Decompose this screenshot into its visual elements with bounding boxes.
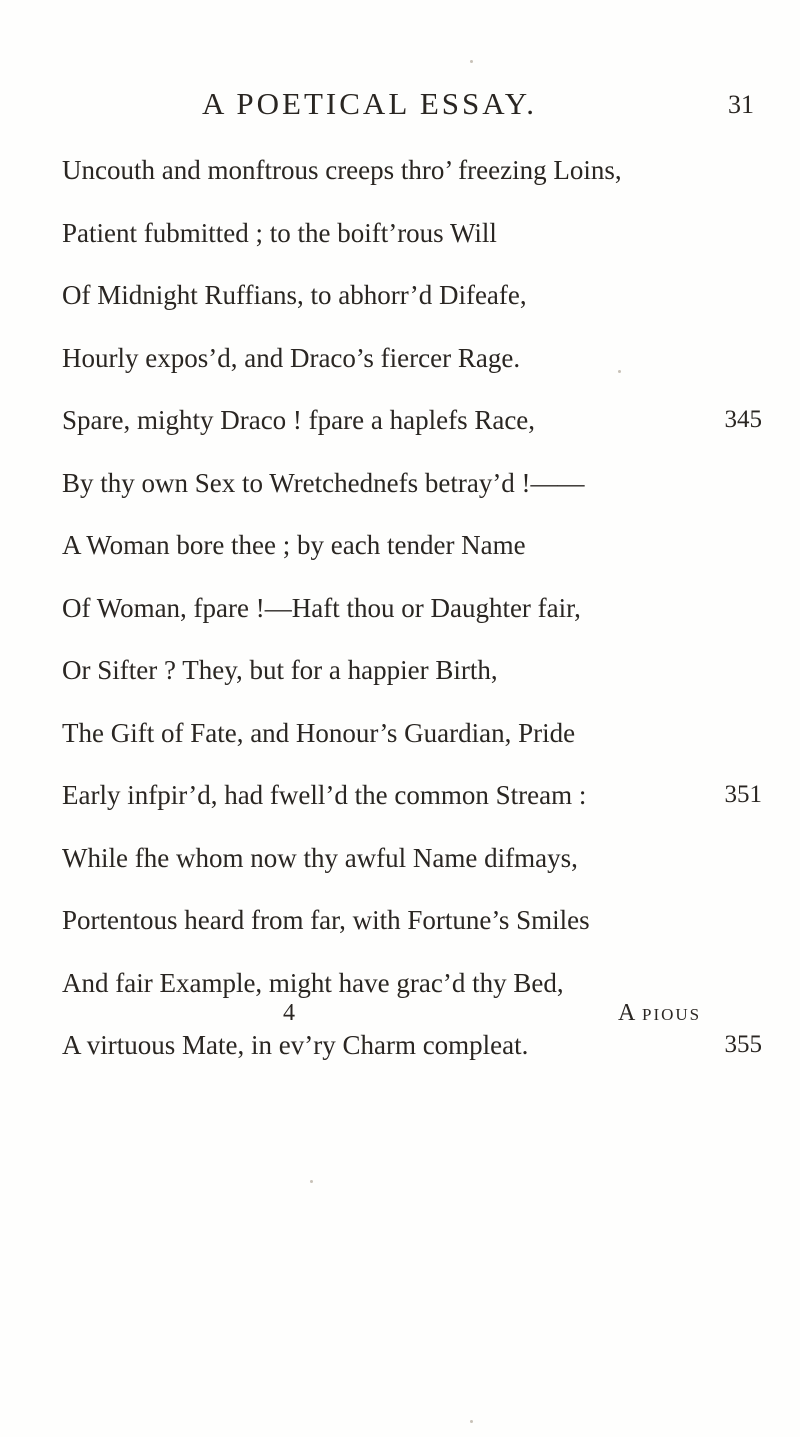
verse-line [62, 702, 762, 765]
paper-speck [470, 60, 473, 63]
catchword [618, 1000, 701, 1027]
verse-line [62, 389, 762, 452]
verse-line-text: Uncouth and monftrous creeps thro’ freezing Loins, [62, 155, 622, 185]
paper-speck [618, 370, 621, 373]
running-head: A POETICAL ESSAY. [202, 86, 537, 121]
verse-line-text: The Gift of Fate, and Honour’s Guardian, Pride [62, 717, 576, 748]
signature-mark: 4 [283, 1000, 295, 1026]
verse-line-text: Early infpir’d, had fwell’d the common Stream : [62, 780, 587, 810]
verse-line [62, 764, 762, 827]
verse-line [62, 264, 762, 327]
verse-line [62, 202, 762, 265]
verse-line-text: While fhe whom now thy awful Name difmays, [62, 842, 578, 873]
verse-line-number: 345 [724, 406, 762, 433]
verse-line [62, 452, 762, 515]
verse-line [62, 889, 762, 952]
verse-line-text: Of Midnight Ruffians, to abhorr’d Difeafe, [62, 280, 527, 310]
verse-line-text: Hourly expos’d, and Draco’s fiercer Rage. [62, 342, 521, 373]
verse-line [62, 827, 762, 890]
verse-line [62, 327, 762, 390]
verse-line-text: Or Sifter ? They, but for a happier Birth, [62, 655, 498, 685]
verse-line-text: And fair Example, might have grac’d thy Bed, [62, 967, 564, 998]
verse-line-text: Patient fubmitted ; to the boift’rous Will [62, 217, 497, 248]
verse-line [62, 514, 762, 577]
paper-speck [470, 1420, 473, 1423]
catchword-initial: A [618, 1000, 636, 1026]
verse-line-text: Portentous heard from far, with Fortune’s Smiles [62, 905, 590, 935]
verse-line-number: 351 [724, 781, 762, 808]
verse-line-text: A Woman bore thee ; by each tender Name [62, 530, 526, 560]
verse-line-text: By thy own Sex to Wretchednefs betray’d !—— [62, 467, 585, 498]
verse-line-number: 355 [724, 1031, 762, 1058]
verse-line [62, 577, 762, 640]
verse-line [62, 639, 762, 702]
paper-speck [310, 1180, 313, 1183]
verse-block [62, 139, 762, 1077]
catchword-rest: PIOUS [642, 1005, 702, 1024]
verse-line-text: A virtuous Mate, in ev’ry Charm compleat. [62, 1030, 529, 1060]
page-number: 31 [728, 90, 754, 119]
verse-line [62, 139, 762, 202]
verse-line-text: Spare, mighty Draco ! fpare a haplefs Race, [62, 405, 536, 435]
verse-line-text: Of Woman, fpare !—Haft thou or Daughter fair, [62, 592, 581, 623]
